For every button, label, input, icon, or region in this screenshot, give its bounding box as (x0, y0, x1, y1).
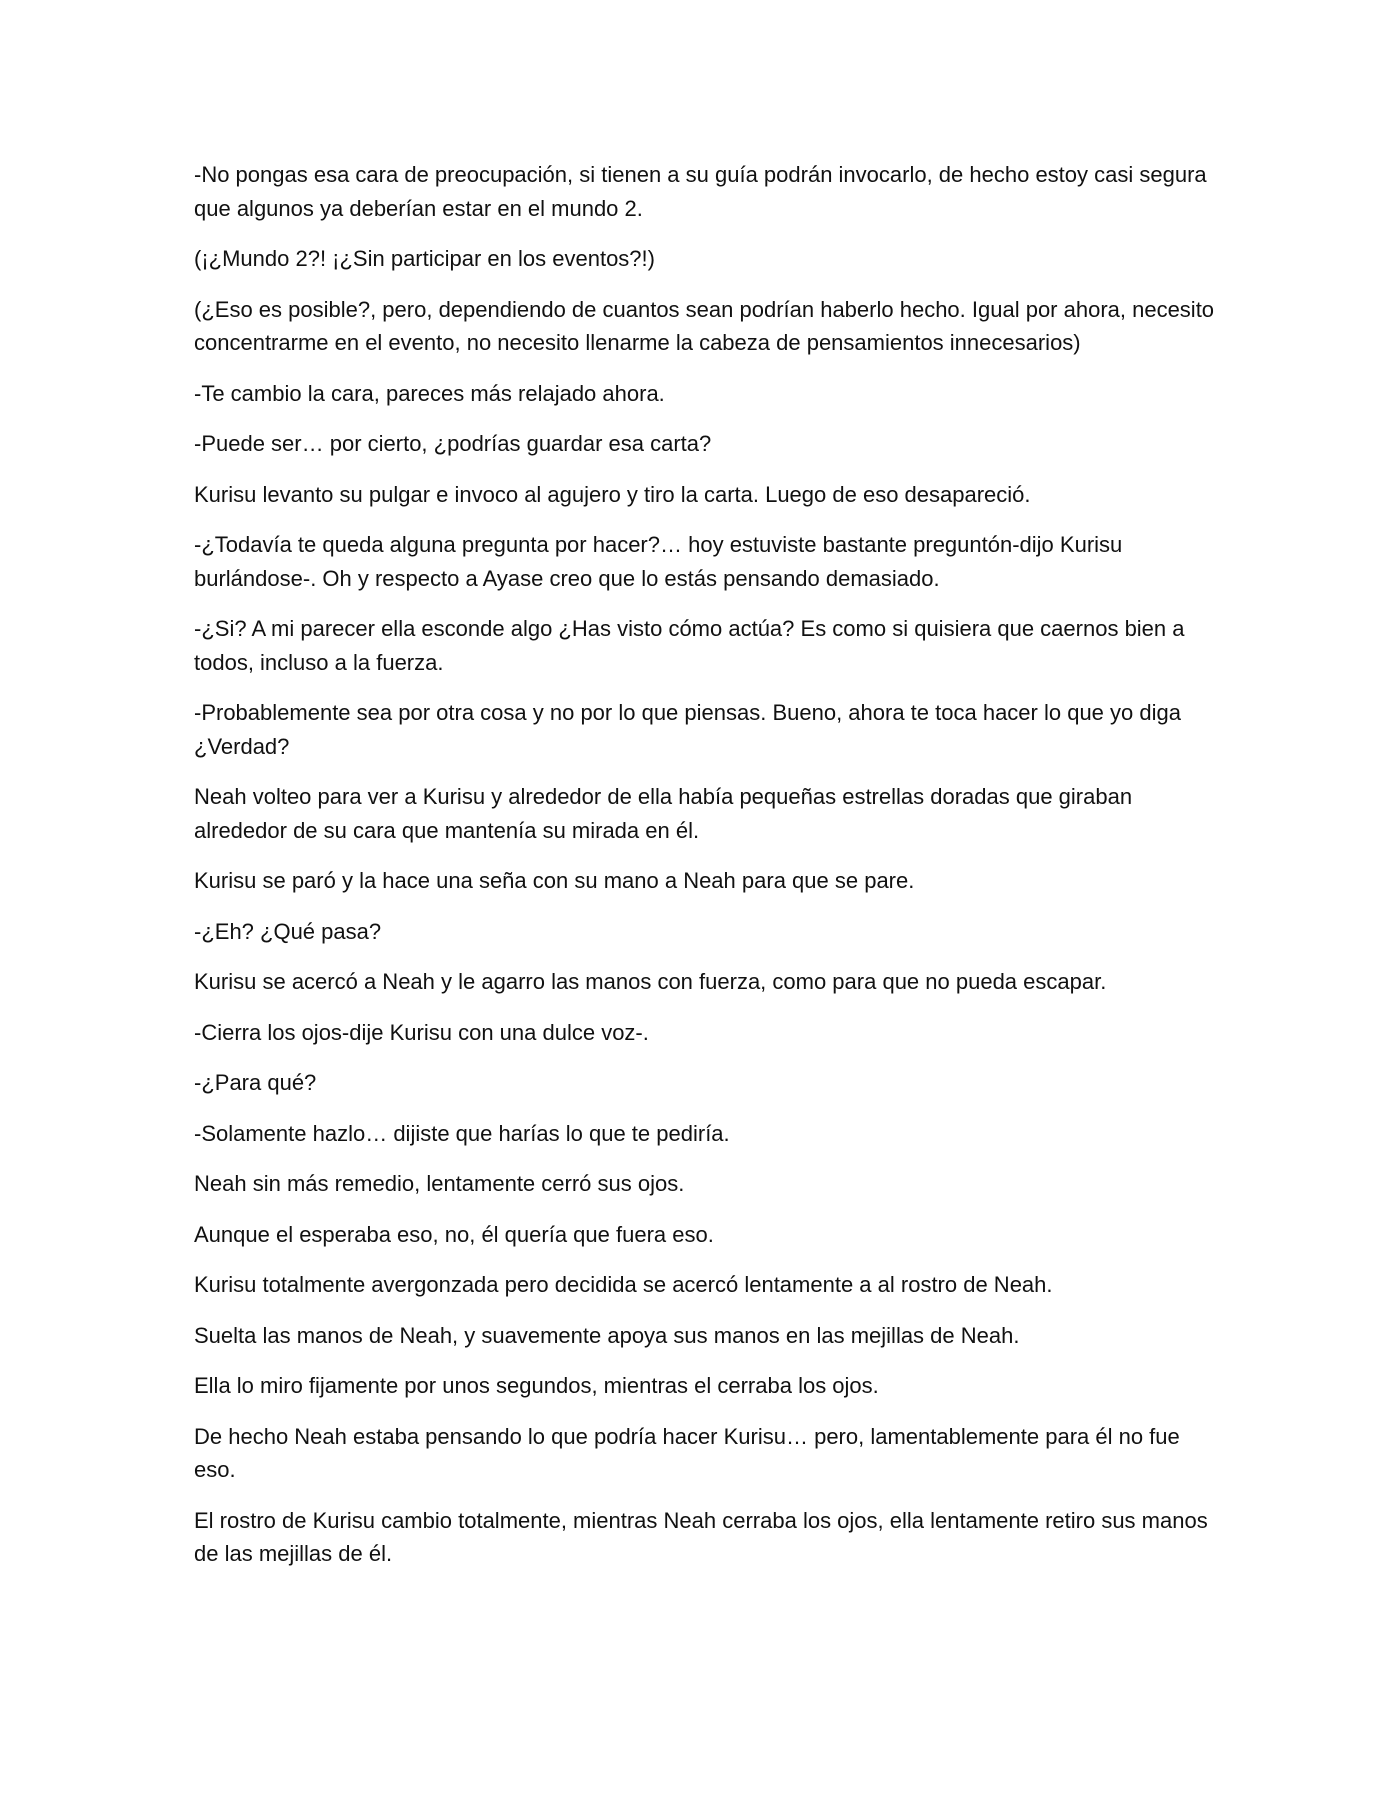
paragraph: -¿Para qué? (194, 1070, 317, 1095)
paragraph: -¿Si? A mi parecer ella esconde algo ¿Has visto cómo actúa? Es como si quisiera que caernos bien a todos, incluso a la fuerza. (194, 616, 1185, 675)
paragraph: -Te cambio la cara, pareces más relajado ahora. (194, 380, 665, 406)
paragraph: -¿Todavía te queda alguna pregunta por hacer?… hoy estuviste bastante preguntón-dijo Kurisu burlándose-. Oh y respecto a Ayase creo que lo estás pensando demasiado. (194, 532, 1123, 591)
paragraph: -Puede ser… por cierto, ¿podrías guardar esa carta? (194, 431, 712, 456)
paragraph: Suelta las manos de Neah, y suavemente apoya sus manos en las mejillas de Neah. (194, 1322, 1020, 1348)
paragraph: El rostro de Kurisu cambio totalmente, mientras Neah cerraba los ojos, ella lentamente retiro sus manos de las mejillas de él. (194, 1507, 1208, 1566)
paragraph: Kurisu se paró y la hace una seña con su mano a Neah para que se pare. (194, 868, 915, 893)
paragraph: Neah volteo para ver a Kurisu y alrededor de ella había pequeñas estrellas doradas que giraban alrededor de su cara que mantenía su mirada en él. (194, 784, 1133, 843)
paragraph: -Probablemente sea por otra cosa y no por lo que piensas. Bueno, ahora te toca hacer lo que yo diga ¿Verdad? (194, 700, 1181, 759)
paragraph: (¡¿Mundo 2?! ¡¿Sin participar en los eventos?!) (194, 246, 655, 271)
paragraph: (¿Eso es posible?, pero, dependiendo de cuantos sean podrían haberlo hecho. Igual por ahora, necesito concentrarme en el evento, no necesito llenarme la cabeza de pensamientos innecesarios) (194, 296, 1215, 355)
document-text-body (194, 158, 1224, 1588)
paragraph: -Cierra los ojos-dije Kurisu con una dulce voz-. (194, 1019, 649, 1045)
paragraph: Aunque el esperaba eso, no, él quería que fuera eso. (194, 1221, 714, 1247)
paragraph: Neah sin más remedio, lentamente cerró sus ojos. (194, 1171, 685, 1196)
paragraph: De hecho Neah estaba pensando lo que podría hacer Kurisu… pero, lamentablemente para él no fue eso. (194, 1423, 1180, 1482)
paragraph: Ella lo miro fijamente por unos segundos, mientras el cerraba los ojos. (194, 1373, 879, 1398)
paragraph: Kurisu totalmente avergonzada pero decidida se acercó lentamente a al rostro de Neah. (194, 1272, 1053, 1297)
paragraph: -Solamente hazlo… dijiste que harías lo que te pediría. (194, 1120, 730, 1146)
paragraph: Kurisu se acercó a Neah y le agarro las manos con fuerza, como para que no pueda escapar. (194, 969, 1107, 994)
paragraph: Kurisu levanto su pulgar e invoco al agujero y tiro la carta. Luego de eso desapareció. (194, 481, 1031, 507)
paragraph: -No pongas esa cara de preocupación, si tienen a su guía podrán invocarlo, de hecho estoy casi segura que algunos ya deberían estar en el mundo 2. (194, 162, 1207, 221)
paragraph: -¿Eh? ¿Qué pasa? (194, 918, 382, 944)
